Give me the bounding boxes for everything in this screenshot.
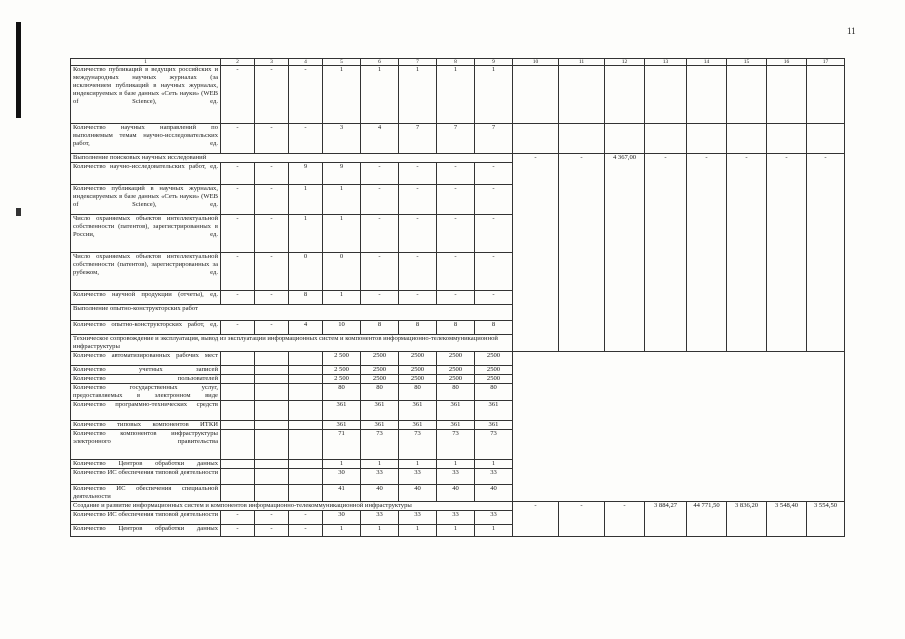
indicator-value: - [255, 511, 289, 525]
indicator-value: 2500 [399, 352, 437, 366]
indicator-value [221, 375, 255, 384]
funding-cell: 3 548,40 [767, 502, 807, 537]
indicator-value: - [475, 253, 513, 291]
indicator-value: - [361, 215, 399, 253]
indicator-row [71, 352, 845, 366]
funding-cell: 3 836,20 [727, 502, 767, 537]
indicator-value: - [475, 163, 513, 185]
indicator-value: 8 [399, 321, 437, 335]
indicator-value [255, 430, 289, 460]
indicator-value [255, 384, 289, 401]
col-num: 8 [437, 59, 475, 66]
funding-cell: - [727, 154, 767, 352]
col-num: 1 [71, 59, 221, 66]
indicator-value: - [255, 185, 289, 215]
indicator-value: 9 [289, 163, 323, 185]
indicator-value: 80 [323, 384, 361, 401]
empty-cell [767, 66, 807, 124]
indicator-value: 1 [399, 66, 437, 124]
group-label: Выполнение опытно-конструкторских работ [71, 305, 513, 321]
indicator-value: - [437, 291, 475, 305]
indicator-label: Количество научной продукции (отчеты), ед. [71, 291, 221, 305]
scan-artifact-dot [16, 208, 21, 216]
funding-cell: 3 554,50 [807, 502, 845, 537]
indicator-value: 1 [475, 66, 513, 124]
indicator-value [221, 485, 255, 502]
indicator-value: 1 [323, 185, 361, 215]
indicator-value: - [437, 253, 475, 291]
indicator-value: 8 [361, 321, 399, 335]
indicator-value: - [399, 215, 437, 253]
col-num: 16 [767, 59, 807, 66]
indicator-value [221, 460, 255, 469]
indicator-value: 9 [323, 163, 361, 185]
indicator-value: 73 [475, 430, 513, 460]
indicator-value: - [255, 291, 289, 305]
indicator-value: 8 [289, 291, 323, 305]
indicator-value: 80 [437, 384, 475, 401]
indicator-value: 33 [475, 469, 513, 485]
funding-cell: - [605, 502, 645, 537]
indicator-value: 361 [475, 401, 513, 421]
indicator-value [289, 352, 323, 366]
indicator-value: 361 [323, 401, 361, 421]
indicator-value: 2500 [475, 366, 513, 375]
indicator-row [71, 401, 845, 421]
indicator-value: 1 [323, 460, 361, 469]
indicator-value [255, 460, 289, 469]
col-num: 7 [399, 59, 437, 66]
indicator-value: 1 [475, 525, 513, 537]
indicator-label: Количество Центров обработки данных [71, 460, 221, 469]
indicator-value: - [437, 185, 475, 215]
funding-cell: - [513, 154, 559, 352]
indicator-value: - [437, 215, 475, 253]
indicator-value: 10 [323, 321, 361, 335]
col-num: 3 [255, 59, 289, 66]
col-num: 15 [727, 59, 767, 66]
indicator-value [289, 485, 323, 502]
indicator-value [221, 469, 255, 485]
indicator-label: Количество учетных записей [71, 366, 221, 375]
indicator-value: - [399, 253, 437, 291]
indicator-value: 1 [289, 215, 323, 253]
funding-cell: - [559, 154, 605, 352]
indicator-value [289, 430, 323, 460]
indicator-label: Количество пользователей [71, 375, 221, 384]
col-num: 4 [289, 59, 323, 66]
funding-cell: - [687, 154, 727, 352]
funding-cell: 3 884,27 [645, 502, 687, 537]
funding-cell: 4 367,00 [605, 154, 645, 352]
indicator-value [255, 375, 289, 384]
funding-cell: - [559, 502, 605, 537]
indicator-label: Число охраняемых объектов интеллектуальной собственности (патентов), зарегистрированных в России, ед. [71, 215, 221, 253]
indicator-value: 1 [289, 185, 323, 215]
indicator-value: 2500 [475, 352, 513, 366]
indicator-value: 2 500 [323, 352, 361, 366]
empty-cell [687, 66, 727, 124]
indicator-value: 361 [437, 401, 475, 421]
indicator-value: 361 [399, 421, 437, 430]
indicator-value: 33 [399, 511, 437, 525]
indicator-value: 73 [399, 430, 437, 460]
indicator-value: - [255, 163, 289, 185]
indicator-label: Количество ИС обеспечения специальной деятельности [71, 485, 221, 502]
indicator-value [255, 366, 289, 375]
col-num: 14 [687, 59, 727, 66]
empty-cell [807, 124, 845, 154]
indicator-label: Количество научно-исследовательских работ, ед. [71, 163, 221, 185]
empty-cell [767, 124, 807, 154]
col-num: 5 [323, 59, 361, 66]
indicator-value: 33 [437, 469, 475, 485]
scan-artifact-bar [16, 22, 21, 118]
indicator-value: 33 [475, 511, 513, 525]
indicator-label: Количество публикаций в научных журналах, индексируемых в базе данных «Сеть науки» (WEB of Science), ед. [71, 185, 221, 215]
funding-cell: - [645, 154, 687, 352]
indicator-value: 4 [361, 124, 399, 154]
indicator-row [71, 485, 845, 502]
indicator-value: - [289, 66, 323, 124]
funding-cell: - [513, 502, 559, 537]
indicator-value: - [221, 66, 255, 124]
indicator-value: 3 [323, 124, 361, 154]
indicator-value: 2 500 [323, 366, 361, 375]
indicator-row [71, 430, 845, 460]
empty-cell [559, 124, 605, 154]
empty-cell [605, 124, 645, 154]
indicator-value: - [289, 525, 323, 537]
indicator-value: 8 [475, 321, 513, 335]
indicator-label: Количество ИС обеспечения типовой деятельности [71, 469, 221, 485]
indicator-label: Количество ИС обеспечения типовой деятельности [71, 511, 221, 525]
col-num: 17 [807, 59, 845, 66]
indicator-value [221, 384, 255, 401]
indicator-value: 41 [323, 485, 361, 502]
indicator-value: 1 [323, 215, 361, 253]
group-label: Выполнение поисковых научных исследований [71, 154, 513, 163]
indicator-value: 1 [475, 460, 513, 469]
indicator-value: 7 [475, 124, 513, 154]
indicator-value: 1 [399, 460, 437, 469]
indicator-value: - [221, 253, 255, 291]
indicator-value: - [475, 215, 513, 253]
indicator-value: - [289, 511, 323, 525]
funding-cell: - [807, 154, 845, 352]
indicator-value: 80 [361, 384, 399, 401]
indicator-value: 2500 [437, 352, 475, 366]
indicator-value: - [255, 66, 289, 124]
empty-cell [645, 124, 687, 154]
indicator-row [71, 384, 845, 401]
indicator-value: - [255, 124, 289, 154]
indicator-value: 1 [361, 66, 399, 124]
indicator-value: - [255, 525, 289, 537]
indicator-value: 361 [475, 421, 513, 430]
indicator-value: 361 [437, 421, 475, 430]
indicator-value: - [399, 185, 437, 215]
indicator-value [255, 485, 289, 502]
col-num: 2 [221, 59, 255, 66]
indicator-value [289, 384, 323, 401]
indicator-value: 7 [437, 124, 475, 154]
indicator-value [289, 469, 323, 485]
indicator-value: - [361, 253, 399, 291]
empty-cell [513, 124, 559, 154]
col-num: 9 [475, 59, 513, 66]
indicator-value: - [475, 291, 513, 305]
indicator-label: Количество Центров обработки данных [71, 525, 221, 537]
indicator-value: 1 [361, 525, 399, 537]
indicator-value: 4 [289, 321, 323, 335]
indicator-value: 2500 [361, 352, 399, 366]
indicator-value: - [475, 185, 513, 215]
indicator-value: 33 [437, 511, 475, 525]
col-num: 12 [605, 59, 645, 66]
indicator-value: 1 [323, 66, 361, 124]
indicator-label: Количество типовых компонентов ИТКИ [71, 421, 221, 430]
indicator-value: 30 [323, 469, 361, 485]
indicator-value: 33 [399, 469, 437, 485]
indicator-value: - [221, 215, 255, 253]
col-num: 10 [513, 59, 559, 66]
indicator-value: 71 [323, 430, 361, 460]
indicator-value: 361 [323, 421, 361, 430]
indicator-value: 2500 [399, 366, 437, 375]
indicator-value: 2500 [361, 375, 399, 384]
indicator-value: 33 [361, 469, 399, 485]
indicator-row [71, 366, 845, 375]
indicator-label: Количество публикаций в ведущих российских и международных научных журналах (за исключением публикаций в научных журналах, индексируемых в базе данных «Сеть науки» (WEB of Science), ед. [71, 66, 221, 124]
group-label: Создание и развитие информационных систем и компонентов информационно-телекоммуникационной инфраструктуры [71, 502, 513, 511]
indicator-value: 1 [399, 525, 437, 537]
indicator-value: 2 500 [323, 375, 361, 384]
group-row [71, 154, 845, 163]
indicator-value: 73 [361, 430, 399, 460]
indicator-value: 2500 [437, 366, 475, 375]
indicator-value: 0 [323, 253, 361, 291]
indicator-value [289, 401, 323, 421]
indicator-value [221, 352, 255, 366]
indicator-value: - [221, 163, 255, 185]
indicator-value [221, 430, 255, 460]
group-label: Техническое сопровождение и эксплуатация, вывод из эксплуатации информационных систем и компонентов информационно-телекоммуникационной инфраструктуры [71, 335, 513, 352]
budget-table [70, 58, 845, 537]
indicator-value: 1 [437, 525, 475, 537]
indicator-label: Число охраняемых объектов интеллектуальной собственности (патентов), зарегистрированных за рубежом, ед. [71, 253, 221, 291]
indicator-value: 30 [323, 511, 361, 525]
indicator-row [71, 469, 845, 485]
indicator-label: Количество научных направлений по выполняемым темам научно-исследовательских работ, ед. [71, 124, 221, 154]
indicator-value: - [289, 124, 323, 154]
indicator-value [255, 401, 289, 421]
indicator-value: - [361, 185, 399, 215]
group-row [71, 502, 845, 511]
indicator-value [289, 460, 323, 469]
indicator-value: - [399, 163, 437, 185]
indicator-value: 1 [323, 291, 361, 305]
indicator-value: 361 [399, 401, 437, 421]
indicator-value [255, 469, 289, 485]
funding-cell: - [767, 154, 807, 352]
indicator-value: - [221, 321, 255, 335]
indicator-row [71, 460, 845, 469]
indicator-row [71, 375, 845, 384]
indicator-value: 80 [399, 384, 437, 401]
indicator-row [71, 124, 845, 154]
indicator-value: - [255, 253, 289, 291]
empty-cell [687, 124, 727, 154]
indicator-value: - [255, 215, 289, 253]
indicator-label: Количество автоматизированных рабочих мест [71, 352, 221, 366]
indicator-value: - [399, 291, 437, 305]
empty-cell [727, 124, 767, 154]
indicator-value: 40 [399, 485, 437, 502]
indicator-value: - [255, 321, 289, 335]
indicator-value: 2500 [399, 375, 437, 384]
indicator-value: 2500 [475, 375, 513, 384]
indicator-label: Количество компонентов инфраструктуры электронного правительства [71, 430, 221, 460]
indicator-value: 40 [437, 485, 475, 502]
indicator-value: 1 [361, 460, 399, 469]
empty-cell [645, 66, 687, 124]
indicator-value: - [221, 185, 255, 215]
indicator-value [289, 366, 323, 375]
indicator-value [221, 401, 255, 421]
indicator-value: 1 [437, 460, 475, 469]
col-num: 13 [645, 59, 687, 66]
indicator-value [289, 421, 323, 430]
indicator-value: 361 [361, 401, 399, 421]
indicator-value: 73 [437, 430, 475, 460]
indicator-value: 1 [437, 66, 475, 124]
indicator-value [255, 352, 289, 366]
indicator-value: 80 [475, 384, 513, 401]
indicator-value: 0 [289, 253, 323, 291]
empty-cell [559, 66, 605, 124]
indicator-value: - [361, 291, 399, 305]
indicator-value [221, 421, 255, 430]
indicator-value: 2500 [361, 366, 399, 375]
indicator-value [221, 366, 255, 375]
indicator-value: 1 [323, 525, 361, 537]
empty-cell [727, 66, 767, 124]
empty-cell [807, 66, 845, 124]
indicator-value [289, 375, 323, 384]
indicator-value: 7 [399, 124, 437, 154]
indicator-value: - [221, 525, 255, 537]
indicator-label: Количество опытно-конструкторских работ, ед. [71, 321, 221, 335]
indicator-value: 40 [475, 485, 513, 502]
indicator-value: 40 [361, 485, 399, 502]
indicator-value: - [221, 511, 255, 525]
indicator-value: 8 [437, 321, 475, 335]
indicator-value: - [221, 124, 255, 154]
indicator-value: - [221, 291, 255, 305]
column-number-row [71, 59, 845, 66]
funding-cell: 44 771,50 [687, 502, 727, 537]
indicator-value: - [437, 163, 475, 185]
indicator-label: Количество государственных услуг, предоставляемых в электронном виде [71, 384, 221, 401]
indicator-value: - [361, 163, 399, 185]
col-num: 6 [361, 59, 399, 66]
page-number: 11 [847, 26, 856, 36]
indicator-value: 361 [361, 421, 399, 430]
indicator-row [71, 66, 845, 124]
col-num: 11 [559, 59, 605, 66]
indicator-value: 33 [361, 511, 399, 525]
indicator-value: 2500 [437, 375, 475, 384]
indicator-value [255, 421, 289, 430]
indicator-label: Количество программно-технических средств [71, 401, 221, 421]
indicator-row [71, 421, 845, 430]
empty-cell [605, 66, 645, 124]
empty-cell [513, 66, 559, 124]
